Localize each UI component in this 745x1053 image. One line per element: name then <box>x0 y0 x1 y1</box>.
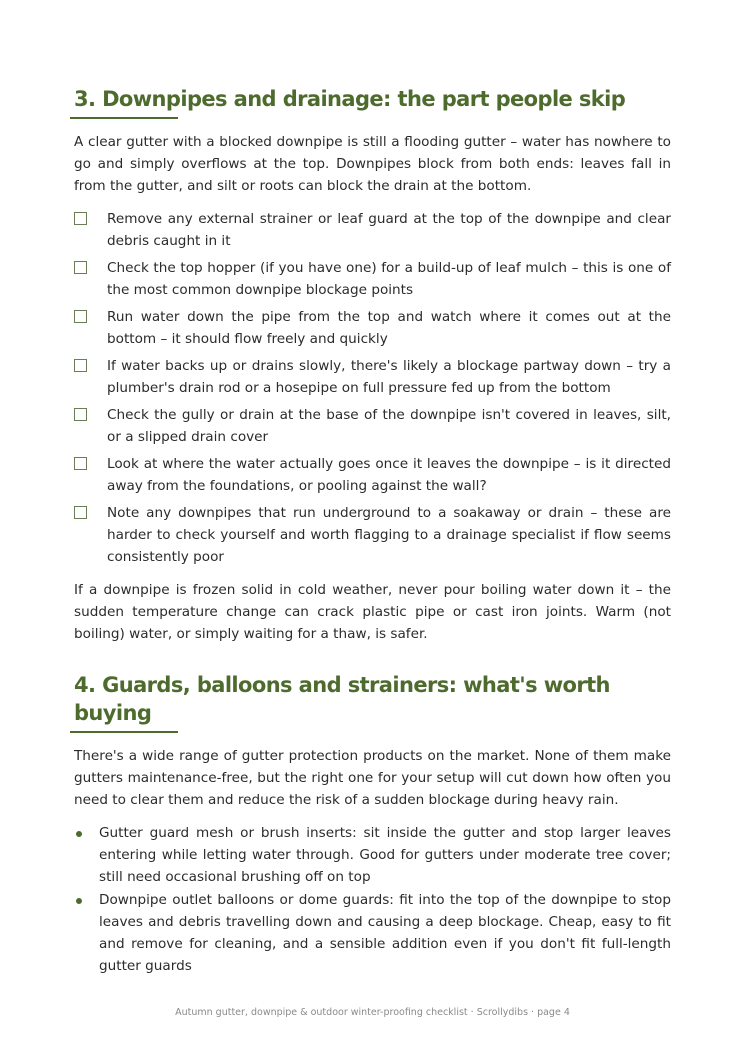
checkbox-icon[interactable] <box>74 261 87 274</box>
list-item <box>74 822 671 888</box>
section-3-outro: If a downpipe is frozen solid in cold weather, never pour boiling water down it – the sudden temperature change can crack plastic pipe or cast iron joints. Warm (not boiling) water, or simply waiting for a thaw, is safer. <box>74 582 671 642</box>
checkbox-icon[interactable] <box>74 457 87 470</box>
list-item-text: Downpipe outlet balloons or dome guards: fit into the top of the downpipe to stop leaves and debris travelling down and causing a deep blockage. Cheap, easy to fit and remove for cleaning, and a sensible addition even if you don't fit full-length gutter guards <box>99 892 671 974</box>
bullet-icon <box>76 898 82 904</box>
checkbox-icon[interactable] <box>74 506 87 519</box>
checklist-item-text: If water backs up or drains slowly, there's likely a blockage partway down – try a plumber's drain rod or a hosepipe on full pressure fed up from the bottom <box>107 358 671 396</box>
list-item-text: Gutter guard mesh or brush inserts: sit inside the gutter and stop larger leaves entering while letting water through. Good for gutters under moderate tree cover; still need occasional brushing off on top <box>99 825 671 885</box>
checkbox-icon[interactable] <box>74 310 87 323</box>
section-4-underline <box>70 731 178 733</box>
section-4-heading: 4. Guards, balloons and strainers: what's worth buying <box>74 673 610 725</box>
checklist-item <box>74 404 671 448</box>
section-4-intro: There's a wide range of gutter protection products on the market. None of them make gutters maintenance-free, but the right one for your setup will cut down how often you need to clear them and reduce the risk of a sudden blockage during heavy rain. <box>74 748 671 808</box>
checklist-item <box>74 306 671 350</box>
checklist-item-text: Note any downpipes that run underground to a soakaway or drain – these are harder to check yourself and worth flagging to a drainage specialist if flow seems consistently poor <box>107 505 671 565</box>
checkbox-icon[interactable] <box>74 212 87 225</box>
checklist-item <box>74 355 671 399</box>
checklist-item <box>74 502 671 568</box>
checkbox-icon[interactable] <box>74 359 87 372</box>
section-3-intro: A clear gutter with a blocked downpipe is still a flooding gutter – water has nowhere to go and simply overflows at the top. Downpipes block from both ends: leaves fall in from the gutter, and silt or roots can block the drain at the bottom. <box>74 134 671 194</box>
checklist-item-text: Run water down the pipe from the top and watch where it comes out at the bottom – it should flow freely and quickly <box>107 309 671 347</box>
products-list <box>74 822 671 977</box>
list-item <box>74 889 671 977</box>
checklist-item <box>74 208 671 252</box>
checklist-item-text: Check the top hopper (if you have one) for a build-up of leaf mulch – this is one of the most common downpipe blockage points <box>107 260 671 298</box>
checkbox-icon[interactable] <box>74 408 87 421</box>
bullet-icon <box>76 831 82 837</box>
downpipe-checklist <box>74 208 671 568</box>
page-footer: Autumn gutter, downpipe & outdoor winter-proofing checklist · Scrollydibs · page 4 <box>175 1007 570 1018</box>
checklist-item-text: Remove any external strainer or leaf guard at the top of the downpipe and clear debris caught in it <box>107 211 671 249</box>
checklist-item <box>74 257 671 301</box>
checklist-item <box>74 453 671 497</box>
checklist-item-text: Check the gully or drain at the base of the downpipe isn't covered in leaves, silt, or a slipped drain cover <box>107 407 671 445</box>
section-3-heading: 3. Downpipes and drainage: the part people skip <box>74 87 626 111</box>
section-3-underline <box>70 117 178 119</box>
page-content <box>74 0 671 977</box>
checklist-item-text: Look at where the water actually goes once it leaves the downpipe – is it directed away from the foundations, or pooling against the wall? <box>107 456 671 494</box>
